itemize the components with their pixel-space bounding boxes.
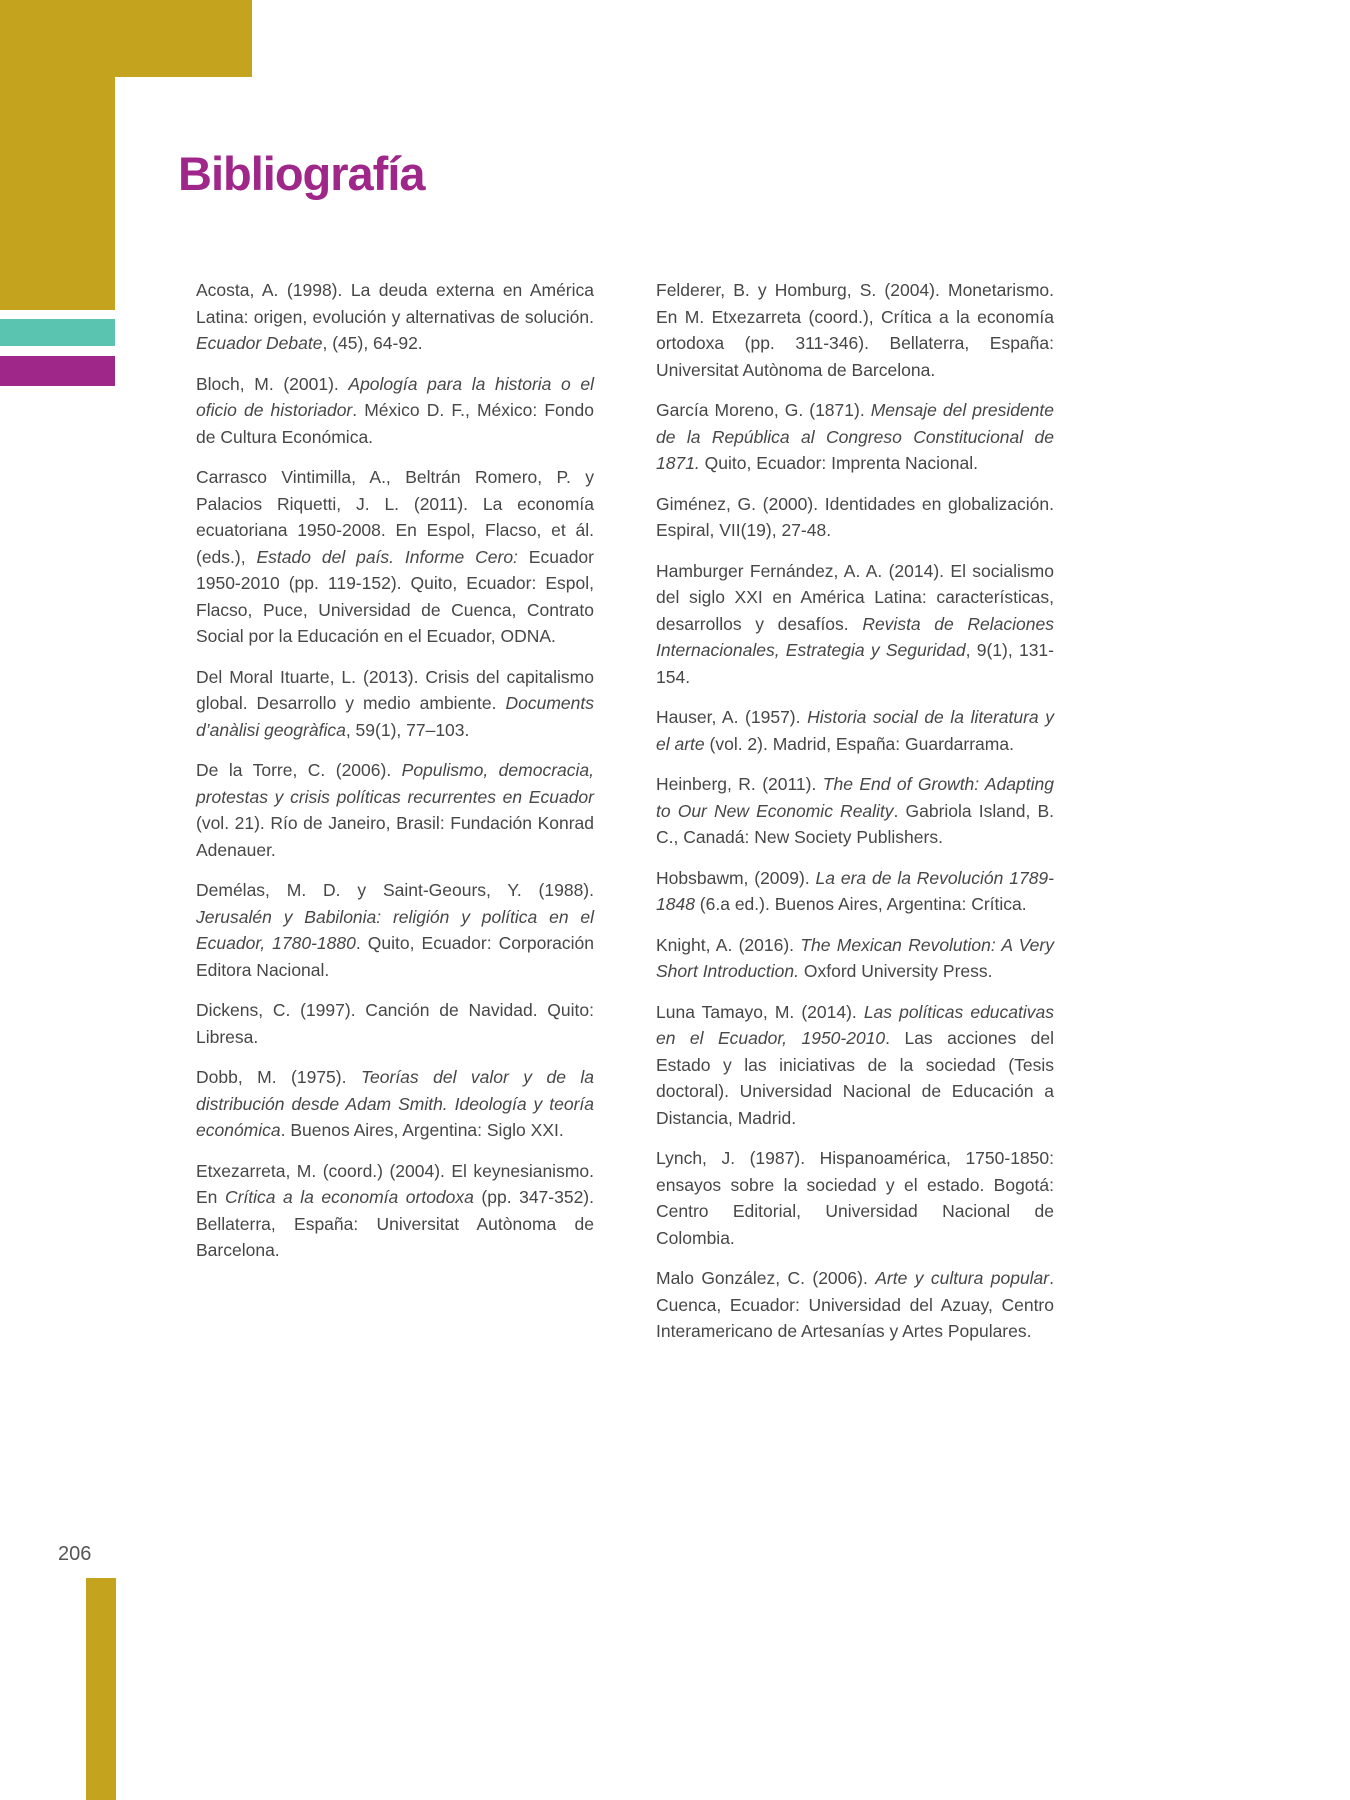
reference-title-italic: Estado del país. Informe Cero: — [256, 546, 518, 567]
reference-entry — [656, 704, 1054, 757]
reference-entry — [656, 277, 1054, 383]
reference-entry — [656, 999, 1054, 1132]
reference-entry — [196, 997, 594, 1050]
references-column-right — [656, 277, 1054, 1359]
reference-entry — [656, 865, 1054, 918]
reference-title-italic: Teorías del valor y de la distribución desde Adam Smith. Ideología y teoría económica — [196, 1067, 595, 1140]
reference-text: (vol. 2). Madrid, España: Guardarrama. — [704, 733, 1014, 754]
page-title: Bibliografía — [178, 147, 425, 200]
reference-text: Acosta, A. (1998). La deuda externa en América Latina: origen, evolución y alternativas de solución. — [196, 280, 594, 327]
reference-text: (6.a ed.). Buenos Aires, Argentina: Crítica. — [694, 894, 1027, 914]
reference-text: García Moreno, G. (1871). — [656, 400, 871, 420]
reference-title-italic: Documents d’anàlisi geogràfica — [196, 693, 594, 740]
reference-text: Hobsbawm, (2009). — [656, 867, 816, 888]
reference-text: Felderer, B. y Homburg, S. (2004). Monetarismo. En M. Etxezarreta (coord.), Crítica a la economía ortodoxa (pp. 311-346). Bellaterra, España: Universitat Autònoma de Barcelona. — [656, 280, 1054, 380]
reference-entry — [196, 371, 594, 451]
reference-text: Etxezarreta, M. (coord.) (2004). El keynesianismo. En — [196, 1160, 594, 1207]
reference-entry — [196, 464, 594, 650]
reference-text: Hamburger Fernández, A. A. (2014). El socialismo del siglo XXI en América Latina: características, desarrollos y desafíos. — [656, 560, 1054, 634]
reference-text: Del Moral Ituarte, L. (2013). Crisis del capitalismo global. Desarrollo y medio ambiente. — [196, 666, 594, 713]
reference-text: Dobb, M. (1975). — [196, 1067, 361, 1087]
reference-title-italic: Las políticas educativas en el Ecuador, 1950-2010 — [656, 1001, 1054, 1048]
reference-entry — [656, 1145, 1054, 1251]
reference-text: Luna Tamayo, M. (2014). — [656, 1001, 864, 1022]
references-columns — [196, 277, 1054, 1359]
reference-text: . Gabriola Island, B. C., Canadá: New Society Publishers. — [656, 800, 1054, 847]
reference-entry — [196, 757, 594, 863]
reference-title-italic: Crítica a la economía ortodoxa — [224, 1187, 474, 1207]
reference-text: . México D. F., México: Fondo de Cultura Económica. — [196, 400, 594, 447]
reference-text: , (45), 64-92. — [322, 333, 423, 353]
reference-entry — [196, 1158, 594, 1264]
reference-text: Malo González, C. (2006). — [656, 1268, 876, 1288]
reference-title-italic: Revista de Relaciones Internacionales, Estrategia y Seguridad — [656, 613, 1055, 660]
reference-title-italic: The End of Growth: Adapting to Our New Economic Reality — [656, 774, 1054, 821]
reference-title-italic: Apología para la historia o el oficio de historiador — [196, 373, 594, 420]
magenta-accent-bar — [0, 356, 115, 386]
reference-title-italic: Arte y cultura popular — [875, 1268, 1050, 1288]
reference-entry — [196, 277, 594, 357]
references-column-left — [196, 277, 594, 1359]
reference-entry — [656, 491, 1054, 544]
reference-title-italic: Populismo, democracia, protestas y crisis políticas recurrentes en Ecuador — [196, 760, 595, 807]
reference-entry — [656, 1265, 1054, 1345]
reference-text: Knight, A. (2016). — [656, 934, 801, 955]
page-number: 206 — [58, 1543, 92, 1565]
reference-title-italic: Mensaje del presidente de la República al Congreso Constitucional de 1871. — [656, 400, 1054, 473]
reference-text: Dickens, C. (1997). Canción de Navidad. Quito: Libresa. — [196, 1000, 594, 1047]
reference-entry — [196, 664, 594, 744]
reference-text: Hauser, A. (1957). — [656, 707, 808, 727]
reference-text: Ecuador 1950-2010 (pp. 119-152). Quito, Ecuador: Espol, Flacso, Puce, Universidad de Cuenca, Contrato Social por la Educación en el Ecuador, ODNA. — [196, 546, 594, 646]
reference-entry — [196, 1064, 594, 1144]
reference-text: (vol. 21). Río de Janeiro, Brasil: Fundación Konrad Adenauer. — [196, 813, 594, 860]
reference-title-italic: La era de la Revolución 1789-1848 — [656, 867, 1054, 914]
reference-text: . Quito, Ecuador: Corporación Editora Nacional. — [196, 933, 594, 980]
reference-entry — [656, 397, 1054, 477]
reference-text: . Buenos Aires, Argentina: Siglo XXI. — [280, 1120, 564, 1140]
reference-text: De la Torre, C. (2006). — [196, 760, 402, 780]
reference-text: Lynch, J. (1987). Hispanoamérica, 1750-1850: ensayos sobre la sociedad y el estado. Bogotá: Centro Editorial, Universidad Nacional de Colombia. — [656, 1148, 1054, 1248]
reference-entry — [656, 771, 1054, 851]
reference-text: Heinberg, R. (2011). — [656, 774, 823, 794]
reference-text: , 9(1), 131-154. — [656, 640, 1054, 687]
teal-accent-bar — [0, 319, 115, 346]
reference-title-italic: Ecuador Debate — [196, 333, 323, 353]
reference-text: , 59(1), 77–103. — [345, 719, 470, 740]
gold-bottom-bar — [86, 1578, 116, 1800]
reference-title-italic: Jerusalén y Babilonia: religión y política en el Ecuador, 1780-1880 — [196, 906, 594, 953]
reference-text: (pp. 347-352). Bellaterra, España: Universitat Autònoma de Barcelona. — [196, 1187, 594, 1260]
reference-text: Giménez, G. (2000). Identidades en globalización. Espiral, VII(19), 27-48. — [656, 493, 1054, 540]
reference-entry — [656, 932, 1054, 985]
reference-title-italic: The Mexican Revolution: A Very Short Introduction. — [656, 934, 1054, 981]
reference-text: Bloch, M. (2001). — [196, 373, 349, 394]
reference-entry — [656, 558, 1054, 691]
reference-text: . Las acciones del Estado y las iniciativas de la sociedad (Tesis doctoral). Universidad Nacional de Educación a Distancia, Madrid. — [656, 1028, 1054, 1128]
reference-text: . Cuenca, Ecuador: Universidad del Azuay, Centro Interamericano de Artesanías y Artes Populares. — [656, 1268, 1054, 1341]
reference-text: Quito, Ecuador: Imprenta Nacional. — [699, 453, 978, 473]
reference-text: Carrasco Vintimilla, A., Beltrán Romero, P. y Palacios Riquetti, J. L. (2011). La economía ecuatoriana 1950-2008. En Espol, Flacso, et ál. (eds.), — [196, 467, 594, 567]
gold-left-strip — [0, 0, 115, 310]
reference-title-italic: Historia social de la literatura y el arte — [656, 707, 1054, 754]
reference-entry — [196, 877, 594, 983]
reference-text: Oxford University Press. — [799, 961, 993, 981]
reference-text: Demélas, M. D. y Saint-Geours, Y. (1988). — [196, 880, 594, 900]
